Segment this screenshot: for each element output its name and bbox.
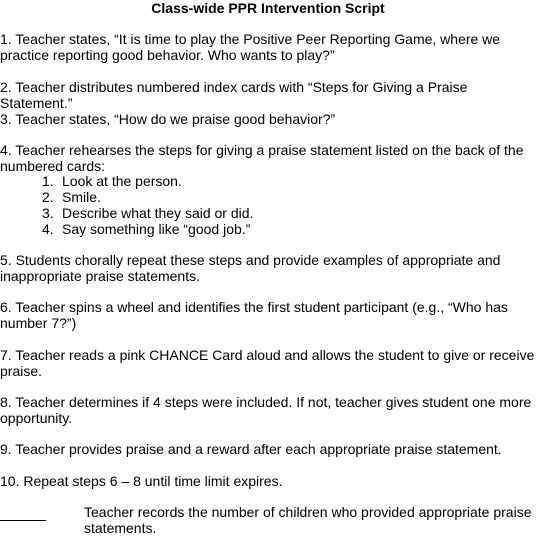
- step-2: 2. Teacher distributes numbered index cards with “Steps for Giving a Praise Statement.”: [0, 79, 468, 111]
- step-9: 9. Teacher provides praise and a reward after each appropriate praise statement.: [0, 441, 502, 457]
- step-7: 7. Teacher reads a pink CHANCE Card aloud and allows the student to give or receive praise.: [0, 347, 535, 379]
- step-4: 4. Teacher rehearses the steps for giving a praise statement listed on the back of the numbered cards:: [0, 142, 524, 174]
- substep-text: Smile.: [62, 189, 101, 205]
- substep-text: Look at the person.: [62, 173, 182, 189]
- substep-text: Describe what they said or did.: [62, 205, 254, 221]
- substep-number: 3.: [42, 205, 54, 221]
- record-instruction: Teacher records the number of children who provided appropriate praise statements.: [84, 504, 532, 536]
- substep-1: [42, 173, 522, 189]
- step-5: 5. Students chorally repeat these steps and provide examples of appropriate and inappropriate praise statements.: [0, 252, 501, 284]
- substep-number: 2.: [42, 189, 54, 205]
- substep-2: [42, 189, 522, 205]
- step-6: 6. Teacher spins a wheel and identifies the first student participant (e.g., “Who has number 7?”): [0, 299, 508, 331]
- substep-4: [42, 221, 522, 237]
- step-10: 10. Repeat steps 6 – 8 until time limit expires.: [0, 473, 283, 489]
- substep-number: 4.: [42, 221, 54, 237]
- substep-3: [42, 205, 522, 221]
- substep-number: 1.: [42, 173, 54, 189]
- step-1: 1. Teacher states, “It is time to play the Positive Peer Reporting Game, where we practice reporting good behavior. Who wants to play?”: [0, 31, 501, 63]
- record-blank-line[interactable]: [0, 504, 46, 521]
- document-title: Class-wide PPR Intervention Script: [151, 0, 385, 16]
- step-8: 8. Teacher determines if 4 steps were included. If not, teacher gives student one more opportunity.: [0, 394, 532, 426]
- substep-text: Say something like “good job.”: [62, 221, 251, 237]
- step-3: 3. Teacher states, “How do we praise good behavior?”: [0, 111, 336, 127]
